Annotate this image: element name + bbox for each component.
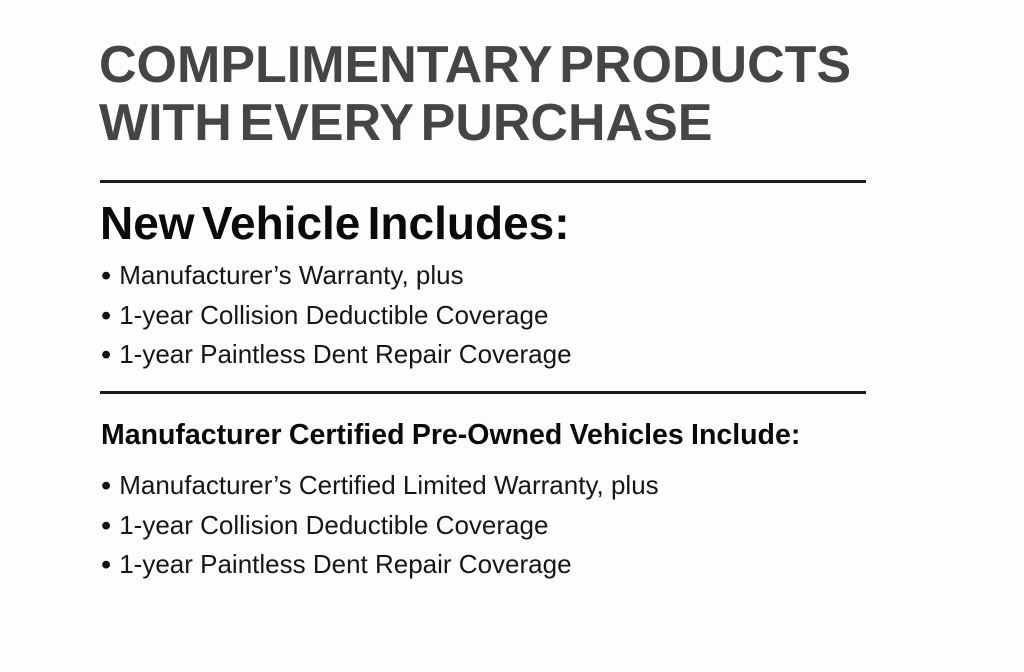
benefits-list-certified-preowned bbox=[101, 466, 659, 585]
bullet-icon: • bbox=[101, 549, 112, 582]
list-item bbox=[101, 296, 572, 336]
divider-rule-middle bbox=[100, 391, 866, 394]
list-item-text: 1-year Paintless Dent Repair Coverage bbox=[119, 339, 572, 370]
list-item bbox=[101, 545, 659, 585]
page-title bbox=[99, 36, 851, 152]
list-item bbox=[101, 506, 659, 546]
bullet-icon: • bbox=[101, 509, 112, 542]
divider-rule-top bbox=[100, 180, 866, 183]
page-title-line-1: COMPLIMENTARY PRODUCTS bbox=[99, 36, 852, 94]
list-item-text: 1-year Paintless Dent Repair Coverage bbox=[119, 549, 572, 580]
list-item-text: 1-year Collision Deductible Coverage bbox=[119, 299, 549, 330]
benefits-list-new-vehicle bbox=[101, 256, 572, 375]
bullet-icon: • bbox=[101, 299, 112, 332]
list-item bbox=[101, 256, 572, 296]
list-item-text: 1-year Collision Deductible Coverage bbox=[119, 509, 549, 540]
bullet-icon: • bbox=[101, 339, 112, 372]
bullet-icon: • bbox=[101, 260, 112, 292]
list-item bbox=[101, 466, 659, 506]
list-item-text: Manufacturer’s Warranty, plus bbox=[119, 260, 464, 290]
section-heading-new-vehicle: New Vehicle Includes: bbox=[100, 197, 570, 249]
page-title-line-2: WITH EVERY PURCHASE bbox=[99, 94, 713, 152]
bullet-icon: • bbox=[101, 470, 112, 502]
section-heading-certified-preowned: Manufacturer Certified Pre-Owned Vehicles Include: bbox=[101, 419, 801, 451]
list-item bbox=[101, 335, 572, 375]
list-item-text: Manufacturer’s Certified Limited Warranty, plus bbox=[119, 470, 659, 500]
